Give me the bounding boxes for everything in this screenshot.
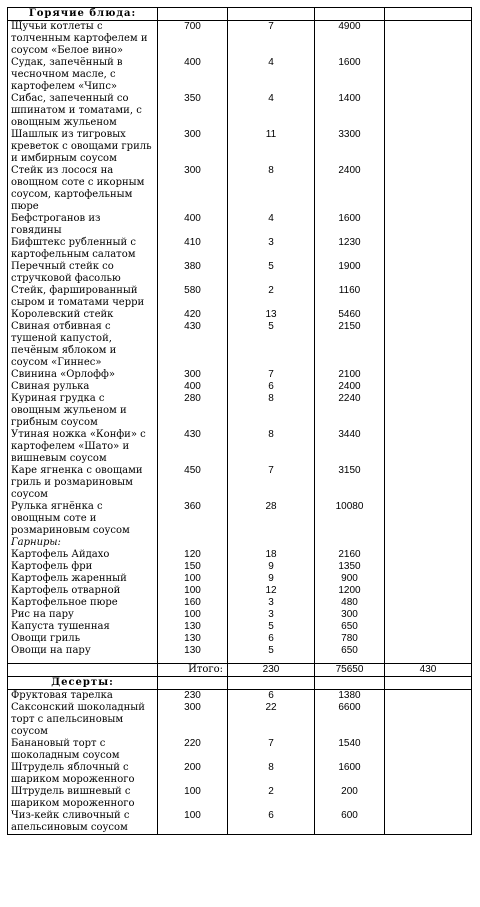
dish-name: Саксонский шоколадный торт с апельсиновым соусом: [8, 702, 158, 738]
total-value: 5460: [315, 309, 385, 321]
total-value: 1540: [315, 738, 385, 762]
dish-name: Бефстроганов из говядины: [8, 213, 158, 237]
weight-value: 120: [158, 549, 228, 561]
empty-cell: [228, 677, 315, 690]
table-row: [8, 585, 472, 597]
empty-cell: [385, 8, 472, 21]
total-label: Итого:: [158, 664, 228, 677]
total-value: 6600: [315, 702, 385, 738]
empty-cell: [385, 537, 472, 549]
quantity-value: 13: [228, 309, 315, 321]
dish-name: Сибас, запеченный со шпинатом и томатами, с овощным жульеном: [8, 93, 158, 129]
table-row: [8, 621, 472, 633]
weight-value: 230: [158, 690, 228, 703]
total-value: 780: [315, 633, 385, 645]
dish-name: Штрудель вишневый с шариком мороженного: [8, 786, 158, 810]
quantity-value: 9: [228, 573, 315, 585]
quantity-value: 3: [228, 237, 315, 261]
total-value: 1600: [315, 213, 385, 237]
empty-cell: [385, 549, 472, 561]
weight-value: 360: [158, 501, 228, 537]
dish-name: Штрудель яблочный с шариком мороженного: [8, 762, 158, 786]
table-row: [8, 393, 472, 429]
quantity-value: 3: [228, 609, 315, 621]
total-value: 2400: [315, 381, 385, 393]
weight-value: 430: [158, 321, 228, 369]
total-value: 300: [315, 609, 385, 621]
empty-cell: [385, 213, 472, 237]
weight-value: 100: [158, 585, 228, 597]
empty-cell: [158, 677, 228, 690]
table-row: [8, 762, 472, 786]
empty-cell: [385, 597, 472, 609]
weight-value: 300: [158, 369, 228, 381]
weight-value: 400: [158, 213, 228, 237]
empty-cell: [385, 285, 472, 309]
quantity-value: 5: [228, 645, 315, 657]
weight-value: 410: [158, 237, 228, 261]
weight-value: 160: [158, 597, 228, 609]
table-row: [8, 381, 472, 393]
weight-value: 300: [158, 165, 228, 213]
table-row: [8, 573, 472, 585]
empty-cell: [385, 690, 472, 703]
empty-cell: [385, 645, 472, 657]
quantity-value: 9: [228, 561, 315, 573]
weight-value: 150: [158, 561, 228, 573]
total-value: 1400: [315, 93, 385, 129]
dish-name: Утиная ножка «Конфи» с картофелем «Шато» и вишневым соусом: [8, 429, 158, 465]
dish-name: Картофель фри: [8, 561, 158, 573]
total-value: 1350: [315, 561, 385, 573]
dish-name: Свиная рулька: [8, 381, 158, 393]
table-row: [8, 786, 472, 810]
total-value: 200: [315, 786, 385, 810]
total-value: 2400: [315, 165, 385, 213]
empty-cell: [385, 261, 472, 285]
table-row: [8, 369, 472, 381]
empty-cell: [385, 786, 472, 810]
weight-value: 430: [158, 429, 228, 465]
empty-cell: [385, 585, 472, 597]
quantity-value: 8: [228, 393, 315, 429]
total-value: 1600: [315, 57, 385, 93]
quantity-value: 22: [228, 702, 315, 738]
dish-name: Рулька ягнёнка с овощным соте и розмариновым соусом: [8, 501, 158, 537]
weight-value: 130: [158, 633, 228, 645]
table-row: [8, 237, 472, 261]
weight-value: 100: [158, 786, 228, 810]
quantity-value: 2: [228, 786, 315, 810]
dish-name: Картофель Айдахо: [8, 549, 158, 561]
total-value: 650: [315, 621, 385, 633]
quantity-value: 6: [228, 810, 315, 835]
total-value: 3300: [315, 129, 385, 165]
dish-name: Стейк, фаршированный сыром и томатами черри: [8, 285, 158, 309]
table-row: [8, 810, 472, 835]
empty-cell: [385, 501, 472, 537]
weight-value: 400: [158, 381, 228, 393]
dish-name: Банановый торт с шоколадным соусом: [8, 738, 158, 762]
total-value: 1200: [315, 585, 385, 597]
menu-table-body: [8, 8, 472, 835]
quantity-value: 5: [228, 321, 315, 369]
quantity-value: 4: [228, 57, 315, 93]
quantity-value: 11: [228, 129, 315, 165]
empty-cell: [315, 537, 385, 549]
table-row: [8, 465, 472, 501]
empty-cell: [385, 57, 472, 93]
desserts-header: [8, 677, 472, 690]
empty-cell: [385, 573, 472, 585]
weight-value: 450: [158, 465, 228, 501]
empty-cell: [385, 93, 472, 129]
empty-cell: [385, 381, 472, 393]
quantity-value: 18: [228, 549, 315, 561]
table-row: [8, 429, 472, 465]
total-value: 3440: [315, 429, 385, 465]
dish-name: Свиная отбивная с тушеной капустой, печёным яблоком и соусом «Гиннес»: [8, 321, 158, 369]
quantity-value: 7: [228, 369, 315, 381]
section-header-label: Десерты:: [8, 677, 158, 690]
table-row: [8, 501, 472, 537]
total-value: 480: [315, 597, 385, 609]
table-row: [8, 561, 472, 573]
dish-name: Куриная грудка с овощным жульеном и грибным соусом: [8, 393, 158, 429]
table-row: [8, 165, 472, 213]
total-value: 2160: [315, 549, 385, 561]
total-sum: 75650: [315, 664, 385, 677]
total-row: [8, 664, 472, 677]
weight-value: 100: [158, 810, 228, 835]
empty-cell: [158, 537, 228, 549]
total-value: 600: [315, 810, 385, 835]
weight-value: 350: [158, 93, 228, 129]
dish-name: Картофель отварной: [8, 585, 158, 597]
weight-value: 700: [158, 21, 228, 58]
empty-cell: [385, 702, 472, 738]
table-row: [8, 213, 472, 237]
dish-name: Овощи гриль: [8, 633, 158, 645]
table-row: [8, 633, 472, 645]
quantity-value: 12: [228, 585, 315, 597]
quantity-value: 6: [228, 690, 315, 703]
empty-cell: [385, 465, 472, 501]
dish-name: Овощи на пару: [8, 645, 158, 657]
total-value: 1380: [315, 690, 385, 703]
hot-dishes-header: [8, 8, 472, 21]
dish-name: Картофель жаренный: [8, 573, 158, 585]
quantity-value: 4: [228, 213, 315, 237]
total-value: 2100: [315, 369, 385, 381]
quantity-value: 28: [228, 501, 315, 537]
total-value: 1900: [315, 261, 385, 285]
table-row: [8, 597, 472, 609]
table-row: [8, 285, 472, 309]
quantity-value: 7: [228, 21, 315, 58]
table-row: [8, 702, 472, 738]
table-row: [8, 309, 472, 321]
dish-name: Чиз-кейк сливочный с апельсиновым соусом: [8, 810, 158, 835]
quantity-value: 6: [228, 633, 315, 645]
total-value: 4900: [315, 21, 385, 58]
quantity-value: 2: [228, 285, 315, 309]
empty-cell: [385, 321, 472, 369]
empty-cell: [385, 309, 472, 321]
empty-cell: [158, 8, 228, 21]
empty-cell: [385, 429, 472, 465]
dish-name: Свинина «Орлофф»: [8, 369, 158, 381]
menu-table: [7, 7, 472, 835]
quantity-value: 6: [228, 381, 315, 393]
weight-value: 400: [158, 57, 228, 93]
weight-value: 130: [158, 621, 228, 633]
empty-cell: [385, 762, 472, 786]
weight-value: 130: [158, 645, 228, 657]
table-row: [8, 321, 472, 369]
table-row: [8, 549, 472, 561]
empty-cell: [385, 633, 472, 645]
empty-cell: [228, 8, 315, 21]
weight-value: 420: [158, 309, 228, 321]
total-value: 3150: [315, 465, 385, 501]
quantity-value: 5: [228, 261, 315, 285]
dish-name: Стейк из лосося на овощном соте с икорным соусом, картофельным пюре: [8, 165, 158, 213]
dish-name: Каре ягненка с овощами гриль и розмариновым соусом: [8, 465, 158, 501]
empty-cell: [385, 129, 472, 165]
dish-name: Шашлык из тигровых креветок с овощами гриль и имбирным соусом: [8, 129, 158, 165]
empty-cell: [385, 369, 472, 381]
dish-name: Перечный стейк со стручковой фасолью: [8, 261, 158, 285]
empty-cell: [385, 393, 472, 429]
quantity-value: 8: [228, 429, 315, 465]
total-quantity: 230: [228, 664, 315, 677]
weight-value: 300: [158, 702, 228, 738]
empty-cell: [385, 609, 472, 621]
total-value: 1160: [315, 285, 385, 309]
empty-cell: [385, 677, 472, 690]
weight-value: 100: [158, 573, 228, 585]
quantity-value: 5: [228, 621, 315, 633]
total-value: 900: [315, 573, 385, 585]
total-extra: 430: [385, 664, 472, 677]
weight-value: 200: [158, 762, 228, 786]
total-value: 2150: [315, 321, 385, 369]
empty-cell: [385, 738, 472, 762]
quantity-value: 8: [228, 762, 315, 786]
table-row: [8, 690, 472, 703]
dish-name: Капуста тушенная: [8, 621, 158, 633]
total-value: 1600: [315, 762, 385, 786]
dish-name: Фруктовая тарелка: [8, 690, 158, 703]
empty-cell: [315, 677, 385, 690]
table-row: [8, 129, 472, 165]
weight-value: 300: [158, 129, 228, 165]
dish-name: Картофельное пюре: [8, 597, 158, 609]
quantity-value: 7: [228, 738, 315, 762]
section-header-label: Горячие блюда:: [8, 8, 158, 21]
weight-value: 380: [158, 261, 228, 285]
table-row: [8, 21, 472, 58]
garnish-label: Гарниры:: [8, 537, 158, 549]
quantity-value: 7: [228, 465, 315, 501]
table-row: [8, 261, 472, 285]
table-row: [8, 93, 472, 129]
total-value: 650: [315, 645, 385, 657]
total-value: 2240: [315, 393, 385, 429]
weight-value: 580: [158, 285, 228, 309]
total-value: 1230: [315, 237, 385, 261]
dish-name: Судак, запечённый в чесночном масле, с картофелем «Чипс»: [8, 57, 158, 93]
table-row: [8, 645, 472, 657]
empty-cell: [315, 8, 385, 21]
weight-value: 280: [158, 393, 228, 429]
total-value: 10080: [315, 501, 385, 537]
empty-cell: [385, 21, 472, 58]
empty-cell: [228, 537, 315, 549]
garnish-label-row: [8, 537, 472, 549]
empty-cell: [385, 810, 472, 835]
empty-cell: [385, 237, 472, 261]
table-row: [8, 57, 472, 93]
empty-cell: [8, 664, 158, 677]
dish-name: Рис на пару: [8, 609, 158, 621]
dish-name: Бифштекс рубленный с картофельным салатом: [8, 237, 158, 261]
empty-cell: [385, 621, 472, 633]
quantity-value: 4: [228, 93, 315, 129]
table-row: [8, 609, 472, 621]
quantity-value: 3: [228, 597, 315, 609]
weight-value: 220: [158, 738, 228, 762]
weight-value: 100: [158, 609, 228, 621]
empty-cell: [385, 561, 472, 573]
table-row: [8, 738, 472, 762]
empty-cell: [385, 165, 472, 213]
quantity-value: 8: [228, 165, 315, 213]
dish-name: Щучьи котлеты с толченным картофелем и соусом «Белое вино»: [8, 21, 158, 58]
dish-name: Королевский стейк: [8, 309, 158, 321]
